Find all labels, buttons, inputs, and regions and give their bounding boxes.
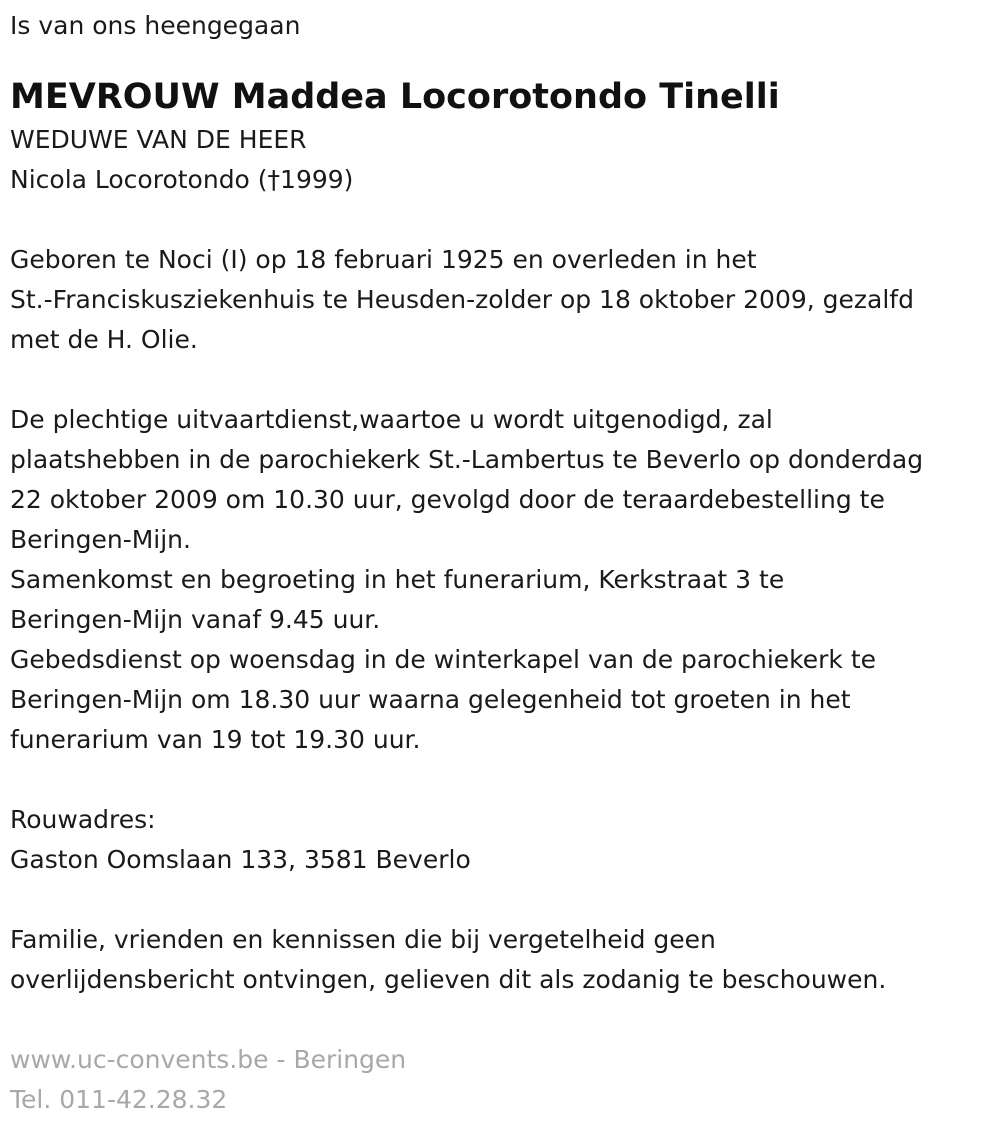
paragraph-line: St.-Franciskusziekenhuis te Heusden-zolder op 18 oktober 2009, gezalfd	[10, 285, 914, 314]
spacer	[10, 200, 990, 240]
mourning-address	[10, 800, 990, 880]
footer-phone: Tel. 011-42.28.32	[10, 1085, 228, 1114]
footer-website: www.uc-convents.be - Beringen	[10, 1045, 407, 1074]
spacer	[10, 360, 990, 400]
paragraph-line: Familie, vrienden en kennissen die bij vergetelheid geen	[10, 925, 716, 954]
footer	[10, 1040, 990, 1120]
paragraph-line: Samenkomst en begroeting in het funerarium, Kerkstraat 3 te	[10, 565, 785, 594]
address-value: Gaston Oomslaan 133, 3581 Beverlo	[10, 845, 471, 874]
paragraph-line: Beringen-Mijn om 18.30 uur waarna gelegenheid tot groeten in het	[10, 685, 851, 714]
paragraph-line: Beringen-Mijn vanaf 9.45 uur.	[10, 605, 381, 634]
spouse-info	[10, 120, 990, 200]
paragraph-line: De plechtige uitvaartdienst,waartoe u wordt uitgenodigd, zal	[10, 405, 773, 434]
paragraph-line: Geboren te Noci (I) op 18 februari 1925 en overleden in het	[10, 245, 757, 274]
funeral-paragraph	[10, 400, 990, 760]
paragraph-line: plaatshebben in de parochiekerk St.-Lambertus te Beverlo op donderdag	[10, 445, 924, 474]
paragraph-line: Beringen-Mijn.	[10, 525, 191, 554]
paragraph-line: met de H. Olie.	[10, 325, 198, 354]
intro-text: Is van ons heengegaan	[10, 11, 301, 40]
address-label: Rouwadres:	[10, 805, 156, 834]
spacer	[10, 880, 990, 920]
paragraph-line: overlijdensbericht ontvingen, gelieven dit als zodanig te beschouwen.	[10, 965, 887, 994]
birth-death-paragraph	[10, 240, 990, 360]
deceased-name: MEVROUW Maddea Locorotondo Tinelli	[10, 77, 780, 117]
spouse-title: WEDUWE VAN DE HEER	[10, 125, 307, 154]
paragraph-line: Gebedsdienst op woensdag in de winterkapel van de parochiekerk te	[10, 645, 877, 674]
spacer	[10, 1000, 990, 1040]
paragraph-line: 22 oktober 2009 om 10.30 uur, gevolgd door de teraardebestelling te	[10, 485, 885, 514]
spacer	[10, 760, 990, 800]
spouse-name: Nicola Locorotondo (†1999)	[10, 165, 354, 194]
paragraph-line: funerarium van 19 tot 19.30 uur.	[10, 725, 421, 754]
closing-paragraph	[10, 920, 990, 1000]
